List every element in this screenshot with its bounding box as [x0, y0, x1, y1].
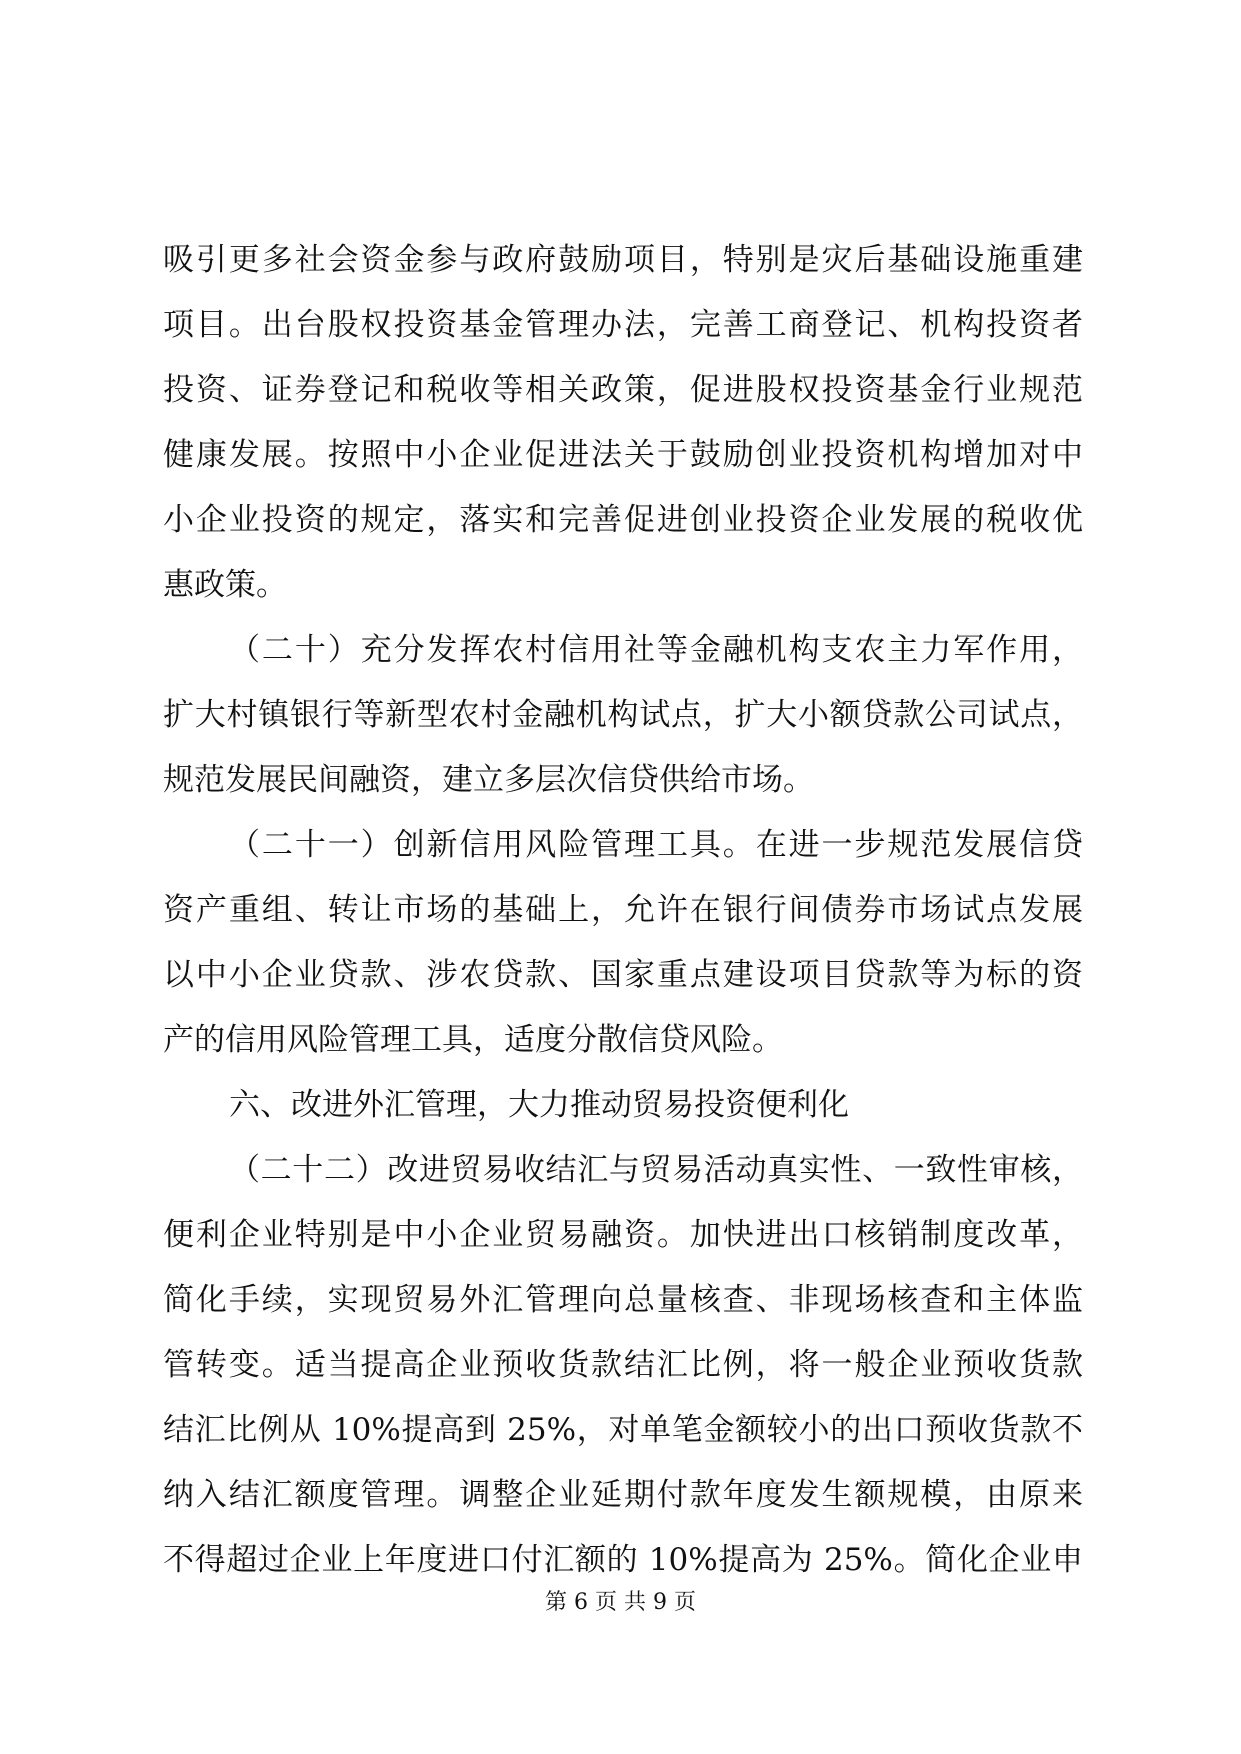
body-text: [163, 228, 1083, 1593]
text-line: 便利企业特别是中小企业贸易融资。加快进出口核销制度改革，: [163, 1217, 1083, 1253]
text-line: （二十）充分发挥农村信用社等金融机构支农主力军作用，: [229, 632, 1083, 668]
text-line: 健康发展。按照中小企业促进法关于鼓励创业投资机构增加对中: [163, 437, 1083, 473]
text-line: 惠政策。: [163, 567, 287, 603]
page-footer: 第 6 页 共 9 页: [545, 1590, 696, 1615]
text-line: 六、改进外汇管理，大力推动贸易投资便利化: [229, 1087, 849, 1123]
text-line: 吸引更多社会资金参与政府鼓励项目，特别是灾后基础设施重建: [163, 242, 1083, 278]
text-line: 项目。出台股权投资基金管理办法，完善工商登记、机构投资者: [163, 307, 1083, 343]
text-line: 资产重组、转让市场的基础上，允许在银行间债券市场试点发展: [163, 892, 1083, 928]
text-line: （二十一）创新信用风险管理工具。在进一步规范发展信贷: [229, 827, 1083, 863]
text-line: 纳入结汇额度管理。调整企业延期付款年度发生额规模，由原来: [163, 1477, 1083, 1513]
text-line: 不得超过企业上年度进口付汇额的 10%提高为 25%。简化企业申: [163, 1542, 1083, 1578]
text-line: 投资、证券登记和税收等相关政策，促进股权投资基金行业规范: [163, 372, 1083, 408]
text-line: 简化手续，实现贸易外汇管理向总量核查、非现场核查和主体监: [163, 1282, 1083, 1318]
text-line: 小企业投资的规定，落实和完善促进创业投资企业发展的税收优: [163, 502, 1083, 538]
text-line: 扩大村镇银行等新型农村金融机构试点，扩大小额贷款公司试点，: [163, 697, 1083, 733]
text-line: （二十二）改进贸易收结汇与贸易活动真实性、一致性审核，: [229, 1152, 1083, 1188]
text-line: 以中小企业贷款、涉农贷款、国家重点建设项目贷款等为标的资: [163, 957, 1083, 993]
text-line: 结汇比例从 10%提高到 25%，对单笔金额较小的出口预收货款不: [163, 1412, 1083, 1448]
text-line: 管转变。适当提高企业预收货款结汇比例，将一般企业预收货款: [163, 1347, 1083, 1383]
text-line: 产的信用风险管理工具，适度分散信贷风险。: [163, 1022, 783, 1058]
text-line: 规范发展民间融资，建立多层次信贷供给市场。: [163, 762, 814, 798]
